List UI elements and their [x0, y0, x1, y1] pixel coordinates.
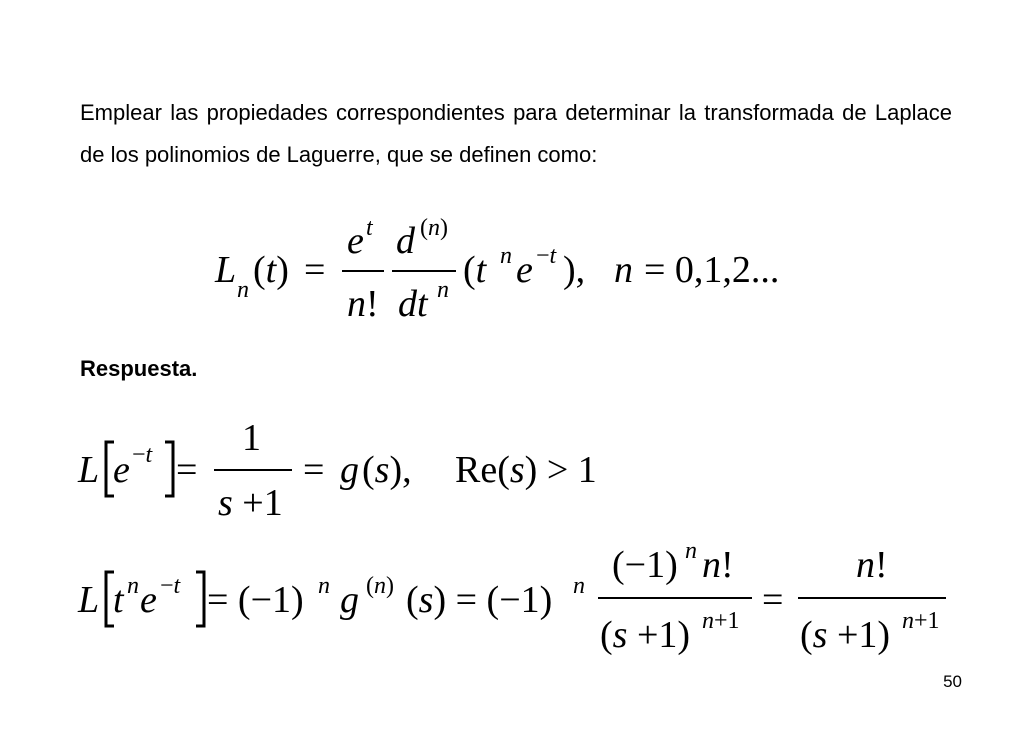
svg-text:= (−1): = (−1)	[207, 579, 304, 621]
svg-text:(n): (n)	[420, 215, 448, 241]
svg-text:(t): (t)	[253, 249, 289, 291]
svg-text:=: =	[762, 579, 784, 621]
svg-text:n: n	[237, 277, 249, 303]
svg-text:n+1: n+1	[902, 608, 940, 634]
svg-text:n: n	[127, 573, 139, 599]
svg-text:(s +1): (s +1)	[800, 614, 891, 656]
svg-text:(s),: (s),	[362, 449, 412, 491]
svg-text:e: e	[140, 579, 157, 621]
svg-text:(s) = (−1): (s) = (−1)	[406, 579, 553, 621]
svg-text:= 0,1,2...: = 0,1,2...	[644, 249, 780, 291]
svg-text:(−1): (−1)	[612, 544, 678, 586]
svg-text:L: L	[78, 579, 100, 621]
transform-exp-equation	[0, 410, 1024, 525]
svg-text:n: n	[437, 277, 449, 303]
svg-text:n: n	[685, 538, 697, 564]
answer-heading: Respuesta.	[80, 356, 198, 381]
svg-text:n+1: n+1	[702, 608, 740, 634]
svg-text:e: e	[113, 449, 130, 491]
definition-equation	[0, 205, 1024, 335]
svg-text:g: g	[340, 579, 359, 621]
svg-text:t: t	[366, 215, 373, 241]
svg-text:g: g	[340, 449, 359, 491]
svg-text:e: e	[347, 220, 364, 262]
svg-text:n!: n!	[347, 283, 379, 325]
svg-text:t: t	[113, 579, 124, 621]
svg-text:d: d	[396, 220, 415, 262]
svg-text:L: L	[215, 249, 237, 291]
svg-text:n: n	[318, 573, 330, 599]
problem-statement: Emplear las propiedades correspondientes para determinar la transformada de Laplace de los polinomios de Laguerre, que se definen como:	[80, 100, 952, 167]
svg-text:s +1: s +1	[218, 482, 283, 524]
svg-text:=: =	[304, 249, 326, 291]
svg-text:n!: n!	[856, 544, 888, 586]
svg-text:n: n	[573, 573, 585, 599]
transform-poly-equation	[0, 535, 1024, 665]
svg-text:n: n	[614, 249, 633, 291]
svg-text:=: =	[303, 449, 325, 491]
svg-text:(s +1): (s +1)	[600, 614, 691, 656]
svg-text:e: e	[516, 249, 533, 291]
svg-text:=: =	[176, 449, 198, 491]
svg-text:Re(s) > 1: Re(s) > 1	[455, 449, 597, 491]
svg-text:),: ),	[563, 249, 586, 291]
svg-text:n: n	[500, 243, 512, 269]
svg-text:−t: −t	[536, 243, 557, 269]
svg-text:n!: n!	[702, 544, 734, 586]
svg-text:(t: (t	[463, 249, 487, 291]
page-number: 50	[943, 672, 962, 691]
svg-text:−t: −t	[132, 442, 153, 468]
svg-text:dt: dt	[398, 283, 428, 325]
svg-text:1: 1	[242, 417, 261, 459]
svg-text:−t: −t	[160, 573, 181, 599]
svg-text:(n): (n)	[366, 573, 394, 599]
svg-text:L: L	[78, 449, 100, 491]
